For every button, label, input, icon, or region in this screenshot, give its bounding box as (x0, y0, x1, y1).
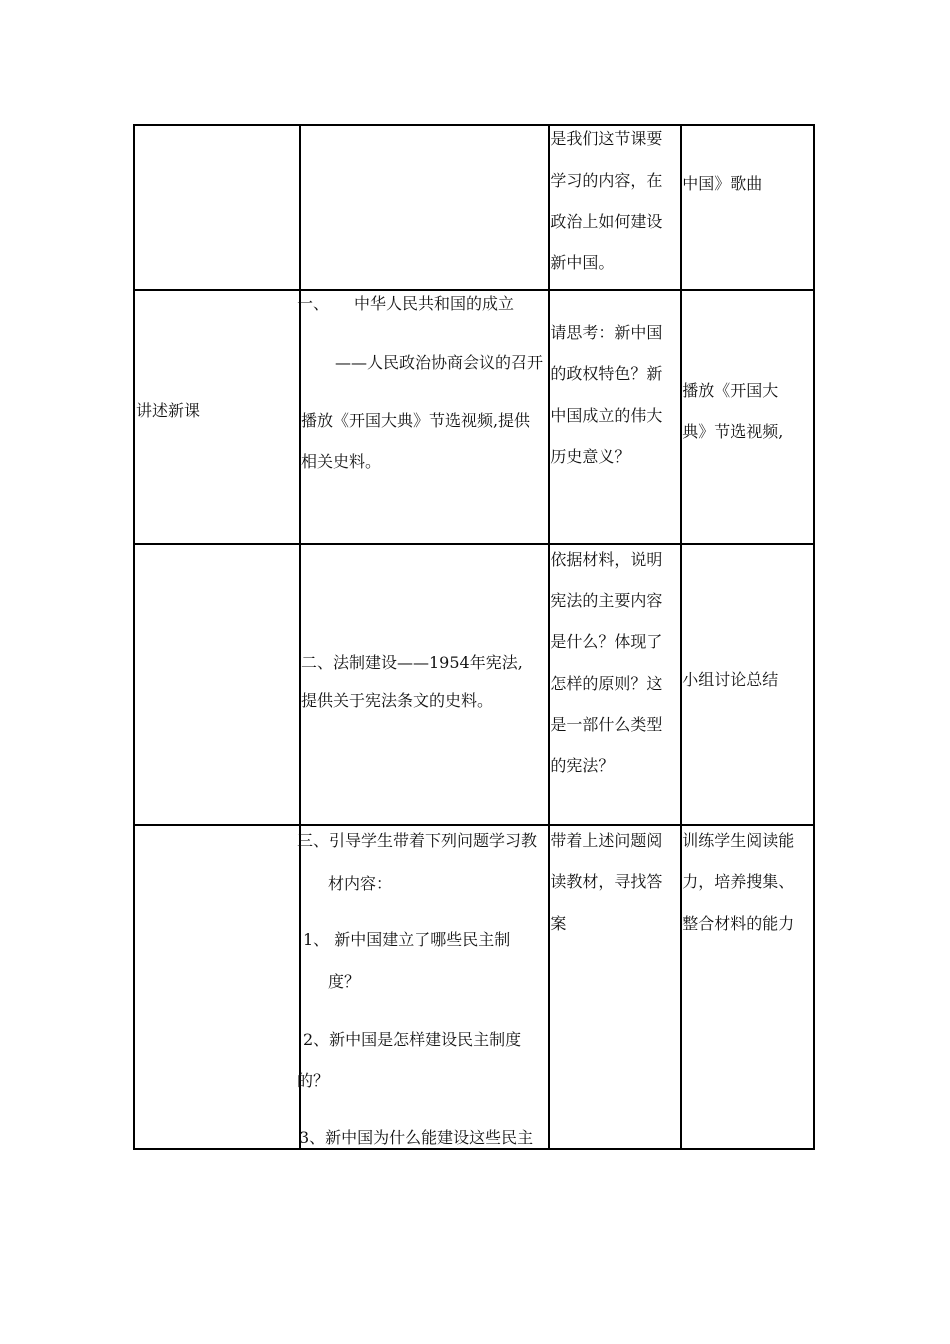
table-row (134, 290, 814, 544)
content-line: 提供关于宪法条文的史料。 (300, 691, 493, 710)
design-intent-cell (681, 825, 814, 1149)
stage-label: 讲述新课 (136, 401, 201, 420)
intent-line: 整合材料的能力 (682, 914, 795, 933)
intent-line: 力，培养搜集、 (682, 872, 795, 891)
design-intent-cell (681, 290, 814, 544)
table-row (134, 125, 814, 290)
intent-line: 训练学生阅读能 (682, 831, 795, 850)
lesson-plan-table (133, 124, 815, 1150)
student-activity-cell (549, 825, 681, 1149)
activity-line: 是一部什么类型 (550, 715, 663, 734)
intent-line: 中国》歌曲 (682, 174, 763, 193)
activity-line: 历史意义？ (550, 447, 631, 466)
content-line: 2、新中国是怎样建设民主制度 (302, 1030, 522, 1049)
student-activity-cell (549, 125, 681, 290)
intent-line: 小组讨论总结 (682, 670, 779, 689)
activity-line: 宪法的主要内容 (550, 591, 663, 610)
student-activity-cell (549, 544, 681, 825)
stage-cell (134, 544, 300, 825)
activity-line: 带着上述问题阅 (550, 831, 663, 850)
table-row (134, 825, 814, 1149)
activity-line: 的政权特色？新 (550, 364, 663, 383)
content-line: 3、新中国为什么能建设这些民主 (298, 1128, 534, 1147)
activity-line: 是什么？体现了 (550, 632, 663, 651)
activity-line: 案 (550, 914, 567, 933)
stage-cell (134, 290, 300, 544)
activity-line: 是我们这节课要 (550, 129, 663, 148)
content-line: 度？ (327, 972, 360, 991)
activity-line: 政治上如何建设 (550, 212, 663, 231)
student-activity-cell (549, 290, 681, 544)
activity-line: 怎样的原则？这 (550, 674, 663, 693)
content-line: 材内容： (327, 874, 392, 893)
activity-line: 读教材，寻找答 (550, 872, 663, 891)
stage-cell (134, 125, 300, 290)
stage-cell (134, 825, 300, 1149)
content-line: 1、 新中国建立了哪些民主制 (302, 930, 511, 949)
activity-line: 中国成立的伟大 (550, 406, 663, 425)
design-intent-cell (681, 544, 814, 825)
intent-line: 典》节选视频, (682, 422, 784, 441)
content-line: 的？ (296, 1071, 329, 1090)
content-cell (300, 544, 549, 825)
activity-line: 学习的内容，在 (550, 171, 663, 190)
section-subheading: ——人民政治协商会议的召开 (334, 353, 543, 372)
activity-line: 的宪法？ (550, 756, 615, 775)
content-line: 三、引导学生带着下列问题学习教 (296, 831, 537, 850)
table-row (134, 544, 814, 825)
activity-line: 依据材料，说明 (550, 550, 663, 569)
content-line: 二、法制建设——1954年宪法, (300, 653, 523, 672)
section-heading: 中华人民共和国的成立 (353, 294, 514, 313)
activity-line: 请思考：新中国 (550, 323, 663, 342)
intent-line: 播放《开国大 (682, 381, 779, 400)
content-line: 播放《开国大典》节选视频,提供 (300, 411, 531, 430)
content-line: 相关史料。 (300, 452, 381, 471)
content-cell (300, 125, 549, 290)
content-cell (296, 825, 549, 1149)
design-intent-cell (681, 125, 814, 290)
activity-line: 新中国。 (550, 253, 615, 272)
section-number: 一、 (296, 294, 329, 313)
content-cell (296, 290, 549, 544)
